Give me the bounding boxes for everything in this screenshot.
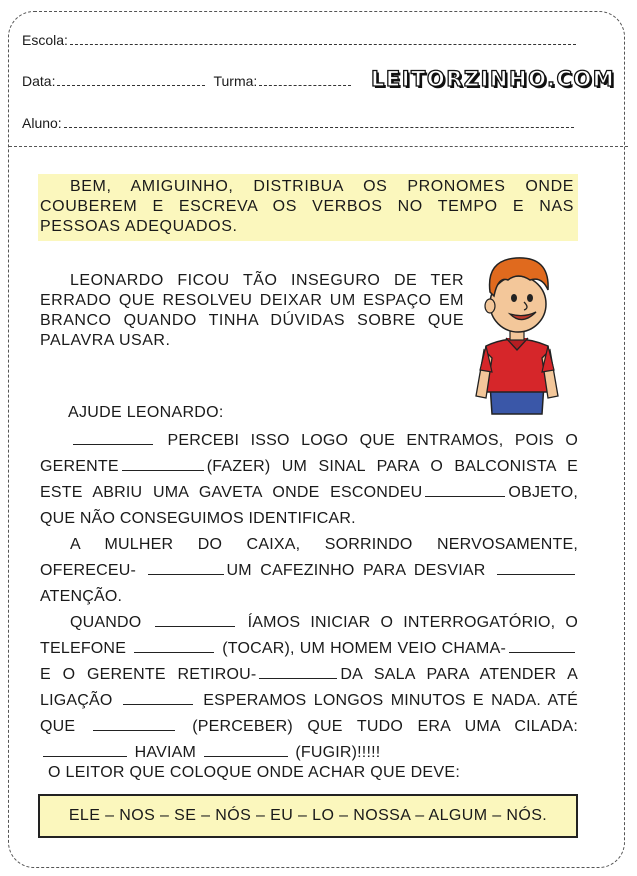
story-text-segment: DA SALA PARA ATENDER A LIGAÇÃO: [40, 666, 579, 709]
instructions-text: BEM, AMIGUINHO, DISTRIBUA OS PRONOMES ONDE COUBEREM E ESCREVA OS VERBOS NO TEMPO E NAS PESSOAS ADEQUADOS.: [40, 178, 574, 235]
blank-field[interactable]: [134, 639, 214, 653]
story-paragraph-1: [40, 428, 578, 532]
data-label: Data:: [22, 73, 56, 89]
blank-field[interactable]: [93, 717, 175, 731]
blank-field[interactable]: [425, 483, 505, 497]
aluno-row: [22, 115, 574, 131]
header-separator: [9, 146, 628, 147]
intro-text: LEONARDO FICOU TÃO INSEGURO DE TER ERRADO QUE RESOLVEU DEIXAR UM ESPAÇO EM BRANCO QUANDO TINHA DÚVIDAS SOBRE QUE PALAVRA USAR.: [40, 272, 464, 349]
story-text-segment: (FAZER) UM SINAL PARA O BALCONISTA E ESTE ABRIU UMA GAVETA ONDE ESCONDEU: [40, 458, 578, 501]
turma-label: Turma:: [213, 73, 258, 89]
story-text-segment: E O GERENTE RETIROU-: [40, 666, 257, 683]
blank-field[interactable]: [122, 457, 204, 471]
story-text-segment: UM CAFEZINHO PARA DESVIAR: [226, 562, 486, 579]
story-text-segment: ÍAMOS INICIAR O INTERROGATÓRIO, O TELEFONE: [40, 614, 579, 657]
brand-logo: LEITORZINHO.COM: [371, 67, 616, 91]
intro-paragraph: [40, 271, 464, 351]
blank-field[interactable]: [148, 561, 224, 575]
aluno-field[interactable]: [64, 127, 574, 128]
story-text-segment: A MULHER DO CAIXA, SORRINDO NERVOSAMENTE, OFERECEU-: [40, 536, 578, 579]
blank-field[interactable]: [259, 665, 337, 679]
leitor-instruction: O LEITOR QUE COLOQUE ONDE ACHAR QUE DEVE:: [48, 764, 461, 781]
blank-field[interactable]: [509, 639, 575, 653]
word-bank-text: ELE – NOS – SE – NÓS – EU – LO – NOSSA – ALGUM – NÓS.: [68, 807, 548, 824]
story-text-segment: OBJETO, QUE NÃO CONSEGUIMOS IDENTIFICAR.: [40, 484, 578, 527]
blank-field[interactable]: [73, 431, 153, 445]
word-bank-box: [38, 794, 578, 838]
blank-field[interactable]: [123, 691, 193, 705]
story-text-segment: QUANDO: [70, 614, 142, 631]
aluno-label: Aluno:: [22, 115, 62, 131]
blank-field[interactable]: [204, 743, 288, 757]
blank-field[interactable]: [155, 613, 235, 627]
story-text-segment: ESPERAMOS LONGOS MINUTOS E NADA. ATÉ QUE: [40, 692, 578, 735]
story-text-segment: (PERCEBER) QUE TUDO ERA UMA CILADA:: [192, 718, 578, 735]
story-text: [40, 428, 578, 766]
story-text-segment: HAVIAM: [134, 744, 197, 761]
story-paragraph-3: [40, 610, 578, 766]
story-text-segment: (FUGIR)!!!!!: [295, 744, 381, 761]
blank-field[interactable]: [497, 561, 575, 575]
story-text-segment: ATENÇÃO.: [40, 588, 123, 605]
turma-field[interactable]: [259, 85, 351, 86]
story-text-segment: PERCEBI ISSO LOGO QUE ENTRAMOS, POIS O GERENTE: [40, 432, 579, 475]
instructions-box: [38, 174, 578, 241]
story-paragraph-2: [40, 532, 578, 610]
escola-row: [22, 32, 576, 48]
story-text-segment: (TOCAR), UM HOMEM VEIO CHAMA-: [222, 640, 506, 657]
escola-label: Escola:: [22, 32, 68, 48]
blank-field[interactable]: [43, 743, 127, 757]
data-turma-row: [22, 73, 351, 89]
boy-illustration: [472, 246, 562, 416]
escola-field[interactable]: [70, 44, 576, 45]
ajude-heading: AJUDE LEONARDO:: [68, 404, 224, 421]
data-field[interactable]: [57, 85, 205, 86]
